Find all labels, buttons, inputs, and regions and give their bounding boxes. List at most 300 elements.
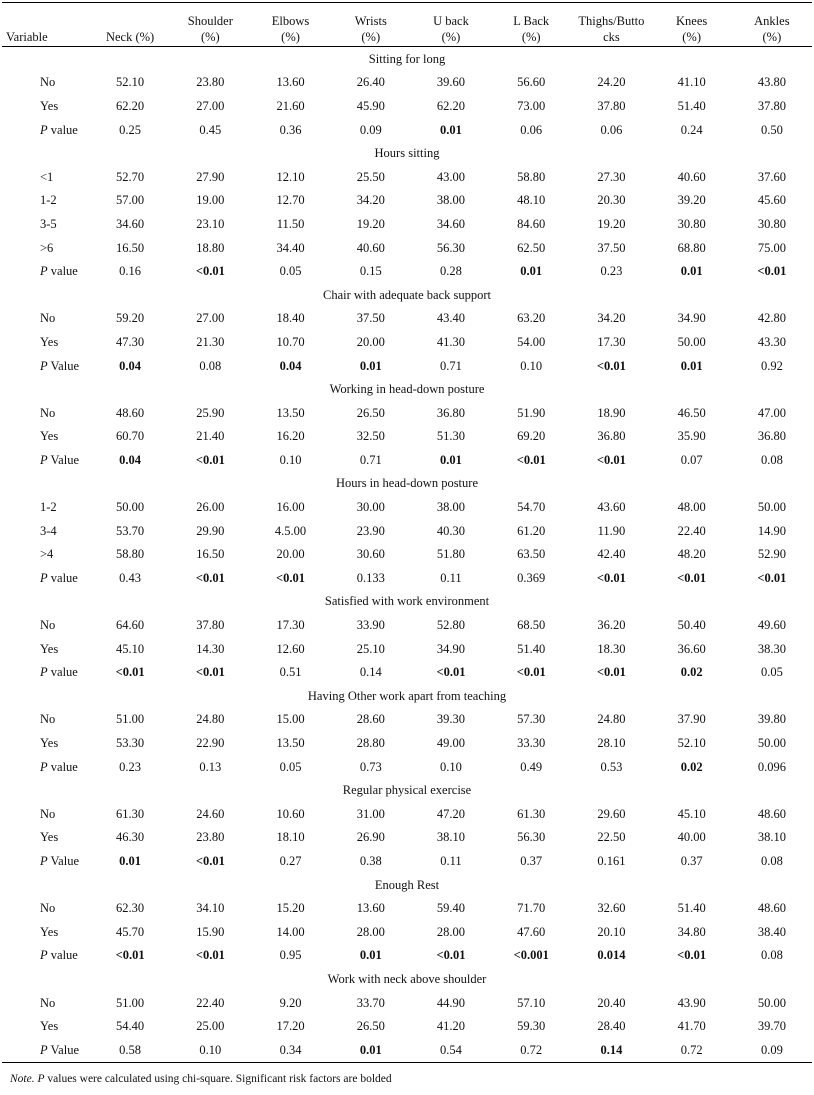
cell-value: 32.50: [356, 429, 385, 444]
column-header-0: [2, 3, 90, 47]
cell-value: 17.30: [276, 618, 305, 633]
section-heading-row: [2, 684, 812, 708]
cell-value: 59.40: [436, 901, 466, 916]
cell-value: 0.23: [119, 759, 142, 774]
cell-value: 58.80: [517, 169, 546, 184]
cell-value: 20.40: [597, 995, 626, 1010]
column-header-3: [250, 3, 330, 47]
cell-value: 28.80: [356, 736, 385, 751]
cell-value: 38.40: [757, 924, 786, 939]
table-row: [2, 236, 812, 260]
row-label: 3-4: [40, 523, 57, 538]
cell-value: 19.00: [196, 193, 225, 208]
cell-value: 0.08: [760, 452, 783, 467]
column-header-6: [491, 3, 571, 47]
section-heading-row: [2, 47, 812, 71]
header-row: [2, 3, 812, 47]
cell-value: 24.80: [196, 712, 225, 727]
cell-value: 4.5.00: [274, 523, 307, 538]
cell-value: 0.73: [359, 759, 382, 774]
cell-value: 0.95: [279, 948, 302, 963]
cell-value: 29.90: [196, 523, 225, 538]
cell-value: 52.10: [116, 75, 145, 90]
section-title: Sitting for long: [368, 51, 446, 66]
table-row: [2, 495, 812, 519]
cell-value: <0.01: [195, 570, 225, 585]
cell-value: 24.60: [196, 806, 225, 821]
table-row: [2, 896, 812, 920]
p-value-row: [2, 354, 812, 378]
section-title: Hours in head-down posture: [336, 476, 478, 491]
cell-value: 18.10: [276, 830, 305, 845]
cell-value: <0.01: [195, 264, 225, 279]
cell-value: 0.01: [440, 452, 462, 467]
row-label: 1-2: [40, 193, 57, 208]
table-row: [2, 212, 812, 236]
section-heading-row: [2, 283, 812, 307]
cell-value: <0.01: [195, 665, 225, 680]
cell-value: 61.30: [517, 806, 546, 821]
cell-value: 13.60: [276, 75, 305, 90]
cell-value: 64.60: [116, 618, 145, 633]
cell-value: 0.37: [680, 853, 703, 868]
cell-value: 0.43: [119, 570, 142, 585]
cell-value: 18.80: [196, 240, 225, 255]
cell-value: 0.06: [520, 122, 543, 137]
cell-value: 0.72: [520, 1042, 543, 1057]
cell-value: 0.53: [600, 759, 623, 774]
cell-value: 0.37: [520, 853, 543, 868]
cell-value: 29.60: [597, 806, 626, 821]
table-note: [10, 1073, 392, 1085]
section-heading-row: [2, 472, 812, 496]
column-header-line: Shoulder: [187, 14, 233, 28]
cell-value: 15.90: [196, 924, 225, 939]
table-row: [2, 330, 812, 354]
cell-value: 15.20: [276, 901, 305, 916]
cell-value: <0.01: [516, 452, 546, 467]
column-header-5: [411, 3, 491, 47]
p-value-row: [2, 566, 812, 590]
cell-value: 20.00: [356, 334, 385, 349]
column-header-2: [170, 3, 250, 47]
cell-value: 34.40: [276, 240, 305, 255]
cell-value: 48.10: [517, 193, 546, 208]
cell-value: 26.40: [356, 75, 385, 90]
cell-value: <0.01: [195, 853, 225, 868]
cell-value: 0.133: [356, 570, 385, 585]
cell-value: <0.01: [677, 570, 707, 585]
cell-value: 30.80: [677, 216, 706, 231]
row-label: P Value: [40, 853, 80, 868]
cell-value: 26.00: [196, 500, 225, 515]
cell-value: 0.23: [600, 264, 623, 279]
cell-value: 30.00: [356, 500, 385, 515]
cell-value: 11.50: [276, 216, 305, 231]
section-title: Having Other work apart from teaching: [307, 688, 507, 703]
row-label: P Value: [40, 452, 80, 467]
row-label: P value: [40, 948, 78, 963]
cell-value: 38.00: [436, 500, 466, 515]
cell-value: 41.20: [436, 1019, 466, 1034]
cell-value: 28.60: [356, 712, 385, 727]
column-header-line: (%): [281, 30, 300, 44]
cell-value: 30.60: [356, 547, 385, 562]
table-row: [2, 307, 812, 331]
cell-value: 34.20: [356, 193, 385, 208]
cell-value: 52.70: [116, 169, 145, 184]
cell-value: 50.00: [757, 736, 786, 751]
cell-value: 25.90: [196, 405, 225, 420]
table-row: [2, 401, 812, 425]
cell-value: 0.45: [199, 122, 222, 137]
cell-value: 68.50: [517, 618, 546, 633]
cell-value: 0.11: [440, 570, 462, 585]
cell-value: 14.90: [757, 523, 786, 538]
section-title: Working in head-down posture: [329, 382, 485, 397]
row-label: P value: [40, 122, 78, 137]
row-label: No: [40, 75, 56, 90]
cell-value: 14.30: [196, 641, 225, 656]
cell-value: 0.72: [680, 1042, 703, 1057]
row-label: Yes: [40, 641, 59, 656]
table-row: [2, 920, 812, 944]
cell-value: 0.014: [597, 948, 626, 963]
section-title: Enough Rest: [374, 877, 440, 892]
cell-value: 59.30: [517, 1019, 546, 1034]
cell-value: 0.04: [119, 358, 142, 373]
row-label: 1-2: [40, 500, 57, 515]
cell-value: 75.00: [757, 240, 786, 255]
column-header-line: cks: [603, 30, 620, 44]
section-heading-row: [2, 590, 812, 614]
cell-value: 19.20: [597, 216, 626, 231]
column-header-line: (%): [682, 30, 702, 44]
cell-value: 0.24: [680, 122, 703, 137]
column-header-1: [90, 3, 170, 47]
cell-value: 43.90: [677, 995, 706, 1010]
cell-value: 13.50: [276, 405, 305, 420]
row-label: Yes: [40, 429, 59, 444]
cell-value: 52.90: [757, 547, 786, 562]
table-row: [2, 94, 812, 118]
cell-value: <0.01: [596, 570, 626, 585]
cell-value: 56.30: [436, 240, 466, 255]
cell-value: 0.09: [760, 1042, 783, 1057]
cell-value: 51.00: [116, 712, 145, 727]
cell-value: 20.30: [597, 193, 626, 208]
cell-value: <0.01: [195, 948, 225, 963]
cell-value: 0.10: [440, 759, 462, 774]
cell-value: 60.70: [116, 429, 145, 444]
cell-value: <0.01: [436, 665, 466, 680]
cell-value: 32.60: [597, 901, 626, 916]
cell-value: 24.20: [597, 75, 626, 90]
cell-value: 22.50: [597, 830, 626, 845]
section-heading-row: [2, 873, 812, 897]
cell-value: <0.01: [516, 665, 546, 680]
p-value-row: [2, 1038, 812, 1062]
cell-value: 0.10: [520, 358, 543, 373]
cell-value: 50.40: [677, 618, 706, 633]
column-header-line: U back: [433, 14, 469, 28]
cell-value: 16.20: [276, 429, 305, 444]
cell-value: 0.13: [199, 759, 222, 774]
cell-value: 57.30: [517, 712, 546, 727]
cell-value: 0.54: [440, 1042, 462, 1057]
cell-value: 36.80: [757, 429, 786, 444]
cell-value: 0.05: [279, 264, 302, 279]
cell-value: 0.14: [600, 1042, 623, 1057]
column-header-line: Neck (%): [105, 30, 155, 44]
cell-value: 57.00: [116, 193, 145, 208]
cell-value: 0.15: [359, 264, 382, 279]
cell-value: 47.00: [757, 405, 786, 420]
section-title: Work with neck above shoulder: [327, 971, 487, 986]
p-value-row: [2, 755, 812, 779]
table-row: [2, 542, 812, 566]
cell-value: <0.01: [115, 948, 145, 963]
cell-value: 25.10: [356, 641, 385, 656]
cell-value: 21.30: [196, 334, 225, 349]
table-row: [2, 708, 812, 732]
table-row: [2, 71, 812, 95]
cell-value: 31.00: [356, 806, 385, 821]
p-value-row: [2, 944, 812, 968]
cell-value: 0.01: [680, 358, 703, 373]
cell-value: 51.40: [517, 641, 546, 656]
cell-value: 0.71: [359, 452, 382, 467]
cell-value: 39.60: [436, 75, 466, 90]
cell-value: 0.27: [279, 853, 302, 868]
cell-value: 33.30: [517, 736, 546, 751]
cell-value: 27.00: [196, 98, 225, 113]
cell-value: 35.90: [677, 429, 706, 444]
cell-value: 48.00: [677, 500, 706, 515]
cell-value: 18.40: [276, 311, 305, 326]
cell-value: 50.00: [116, 500, 145, 515]
cell-value: 39.30: [436, 712, 466, 727]
cell-value: 19.20: [356, 216, 385, 231]
section-title: Chair with adequate back support: [322, 287, 491, 302]
cell-value: 0.01: [520, 264, 543, 279]
cell-value: 0.11: [440, 853, 462, 868]
cell-value: 36.80: [597, 429, 626, 444]
row-label: P value: [40, 264, 78, 279]
cell-value: 41.70: [677, 1019, 706, 1034]
cell-value: 37.60: [757, 169, 786, 184]
cell-value: 0.01: [359, 358, 382, 373]
cell-value: <0.01: [596, 452, 626, 467]
cell-value: 42.40: [597, 547, 626, 562]
column-header-line: Thighs/Butto: [578, 14, 645, 28]
row-label: No: [40, 901, 56, 916]
p-value-row: [2, 259, 812, 283]
cell-value: 45.10: [116, 641, 145, 656]
cell-value: 43.40: [436, 311, 466, 326]
note-p-letter: P: [37, 1073, 45, 1085]
section-heading-row: [2, 967, 812, 991]
cell-value: 22.90: [196, 736, 225, 751]
row-label: P Value: [40, 1042, 80, 1057]
row-label: <1: [40, 169, 54, 184]
cell-value: 0.14: [359, 665, 382, 680]
cell-value: 0.01: [119, 853, 142, 868]
section-heading-row: [2, 141, 812, 165]
cell-value: 13.60: [356, 901, 385, 916]
row-label: No: [40, 311, 56, 326]
cell-value: 40.30: [436, 523, 466, 538]
cell-value: 0.07: [680, 452, 703, 467]
row-label: Yes: [40, 1019, 59, 1034]
cell-value: <0.01: [115, 665, 145, 680]
section-heading-row: [2, 778, 812, 802]
note-text: values were calculated using chi-square. Significant risk factors are bolded: [44, 1073, 392, 1085]
cell-value: 0.08: [760, 853, 783, 868]
cell-value: 38.30: [757, 641, 786, 656]
cell-value: 69.20: [517, 429, 546, 444]
cell-value: 43.30: [757, 334, 786, 349]
row-label: Yes: [40, 830, 59, 845]
cell-value: 27.00: [196, 311, 225, 326]
cell-value: 34.90: [677, 311, 706, 326]
table-header: [2, 3, 812, 47]
cell-value: 40.60: [356, 240, 385, 255]
cell-value: 62.20: [116, 98, 145, 113]
column-header-line: Ankles: [754, 14, 790, 28]
cell-value: 47.30: [116, 334, 145, 349]
cell-value: 0.04: [279, 358, 302, 373]
cell-value: 23.80: [196, 75, 225, 90]
cell-value: 46.30: [116, 830, 145, 845]
cell-value: 0.34: [279, 1042, 302, 1057]
cell-value: 51.80: [436, 547, 466, 562]
cell-value: 0.50: [760, 122, 783, 137]
cell-value: <0.01: [757, 570, 787, 585]
table-row: [2, 731, 812, 755]
cell-value: 43.60: [597, 500, 626, 515]
cell-value: 59.20: [116, 311, 145, 326]
cell-value: 26.50: [356, 405, 385, 420]
cell-value: 0.49: [520, 759, 543, 774]
cell-value: 18.90: [597, 405, 626, 420]
table-row: [2, 826, 812, 850]
table-row: [2, 802, 812, 826]
cell-value: 73.00: [517, 98, 546, 113]
cell-value: 84.60: [517, 216, 546, 231]
cell-value: 0.02: [680, 665, 703, 680]
cell-value: 50.00: [677, 334, 706, 349]
cell-value: <0.01: [195, 452, 225, 467]
column-header-7: [571, 3, 651, 47]
cell-value: 52.80: [436, 618, 466, 633]
cell-value: 22.40: [196, 995, 225, 1010]
cell-value: 23.10: [196, 216, 225, 231]
cell-value: 0.01: [680, 264, 703, 279]
cell-value: 34.80: [677, 924, 706, 939]
cell-value: 12.60: [276, 641, 305, 656]
cell-value: 39.80: [757, 712, 786, 727]
cell-value: 28.00: [436, 924, 466, 939]
table-row: [2, 1014, 812, 1038]
cell-value: 15.00: [276, 712, 305, 727]
cell-value: 52.10: [677, 736, 706, 751]
cell-value: 48.20: [677, 547, 706, 562]
cell-value: <0.001: [513, 948, 549, 963]
cell-value: 26.90: [356, 830, 385, 845]
cell-value: 50.00: [757, 995, 786, 1010]
cell-value: 18.30: [597, 641, 626, 656]
table-row: [2, 613, 812, 637]
cell-value: 22.40: [677, 523, 706, 538]
cell-value: 0.25: [119, 122, 142, 137]
row-label: Yes: [40, 736, 59, 751]
cell-value: 45.90: [356, 98, 385, 113]
cell-value: 51.90: [517, 405, 546, 420]
cell-value: 54.70: [517, 500, 546, 515]
results-table-container: [2, 2, 812, 1063]
cell-value: 9.20: [279, 995, 302, 1010]
row-label: Yes: [40, 924, 59, 939]
row-label: No: [40, 995, 56, 1010]
cell-value: 10.70: [276, 334, 305, 349]
column-header-9: [732, 3, 812, 47]
column-header-line: (%): [361, 30, 381, 44]
cell-value: 0.096: [757, 759, 786, 774]
cell-value: 21.60: [276, 98, 305, 113]
cell-value: 34.20: [597, 311, 626, 326]
cell-value: 37.50: [356, 311, 385, 326]
row-label: P Value: [40, 358, 80, 373]
cell-value: 17.20: [276, 1019, 305, 1034]
cell-value: 71.70: [517, 901, 546, 916]
cell-value: 39.20: [677, 193, 706, 208]
section-title: Satisfied with work environment: [324, 594, 490, 609]
cell-value: 61.30: [116, 806, 145, 821]
cell-value: 51.40: [677, 98, 706, 113]
cell-value: 34.10: [196, 901, 225, 916]
cell-value: 0.01: [359, 948, 382, 963]
cell-value: 43.00: [436, 169, 466, 184]
cell-value: 36.20: [597, 618, 626, 633]
column-header-line: Knees: [676, 14, 708, 28]
cell-value: 51.30: [436, 429, 466, 444]
cell-value: 16.50: [116, 240, 145, 255]
cell-value: 61.20: [517, 523, 546, 538]
cell-value: 41.10: [677, 75, 706, 90]
cell-value: 58.80: [116, 547, 145, 562]
cell-value: 16.00: [276, 500, 305, 515]
table-row: [2, 991, 812, 1015]
table-row: [2, 637, 812, 661]
cell-value: 38.00: [436, 193, 466, 208]
cell-value: 34.90: [436, 641, 466, 656]
cell-value: 45.70: [116, 924, 145, 939]
cell-value: 17.30: [597, 334, 626, 349]
column-header-4: [331, 3, 411, 47]
cell-value: <0.01: [436, 948, 466, 963]
cell-value: 53.30: [116, 736, 145, 751]
cell-value: 50.00: [757, 500, 786, 515]
cell-value: 10.60: [276, 806, 305, 821]
cell-value: <0.01: [276, 570, 306, 585]
note-prefix: Note.: [10, 1073, 38, 1085]
table-row: [2, 425, 812, 449]
row-label: No: [40, 618, 56, 633]
cell-value: 28.10: [597, 736, 626, 751]
cell-value: 56.30: [517, 830, 546, 845]
cell-value: 0.01: [359, 1042, 382, 1057]
